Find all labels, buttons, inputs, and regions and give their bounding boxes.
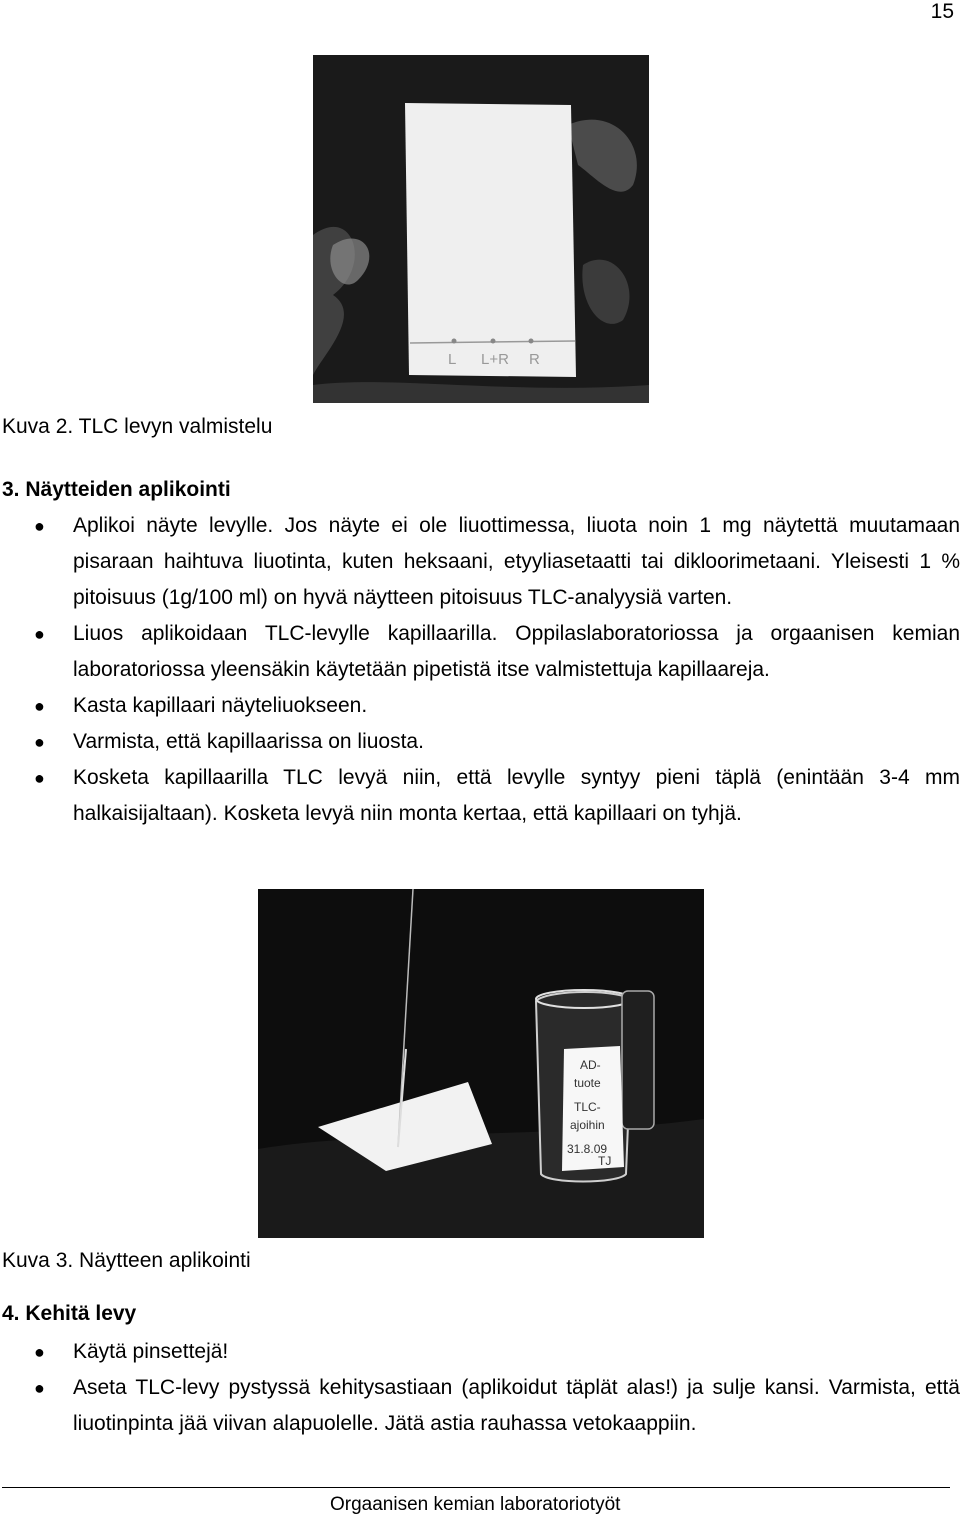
plate-label-lr: L+R: [481, 351, 509, 368]
jar-label-line: tuote: [574, 1076, 601, 1090]
list-item: ● Liuos aplikoidaan TLC-levylle kapillaarilla. Oppilaslaboratoriossa ja orgaanisen kemian laboratoriossa yleensäkin käytetään pipetistä itse valmistettuja kapillaareja.: [0, 616, 960, 688]
list-item: ● Kosketa kapillaarilla TLC levyä niin, että levylle syntyy pieni täplä (enintään 3-4 mm halkaisijaltaan). Kosketa levyä niin monta kertaa, että kapillaari on tyhjä.: [0, 760, 960, 832]
tlc-plate-photo: [313, 55, 649, 403]
bullet-icon: ●: [34, 1378, 45, 1398]
list-item: ● Käytä pinsettejä!: [0, 1334, 960, 1370]
sample-application-photo: [258, 889, 704, 1238]
jar-label-line: TJ: [598, 1154, 612, 1168]
jar-label-line: TLC-: [574, 1100, 601, 1114]
section-heading-3: 3. Näytteiden aplikointi: [2, 478, 231, 501]
bullet-icon: ●: [34, 624, 45, 644]
list-item: ● Aplikoi näyte levylle. Jos näyte ei ole liuottimessa, liuota noin 1 mg näytettä muutamaan pisaraan haihtuva liuotinta, kuten heksaani, etyyliasetaatti tai dikloorimetaani. Yleisesti 1 % pitoisuus (1g/100 ml) on hyvä näytteen pitoisuus TLC-analyysiä varten.: [0, 508, 960, 616]
list-item: ● Aseta TLC-levy pystyssä kehitysastiaan (aplikoidut täplät alas!) ja sulje kansi. Varmista, että liuotinpinta jää viivan alapuolelle. Jätä astia rauhassa vetokaappiin.: [0, 1370, 960, 1442]
footer-divider: [2, 1487, 950, 1488]
footer-text: Orgaanisen kemian laboratoriotyöt: [330, 1494, 621, 1515]
figure-caption-1: Kuva 2. TLC levyn valmistelu: [2, 415, 273, 438]
list-item: ● Varmista, että kapillaarissa on liuosta.: [0, 724, 960, 760]
section4-bullet-list: [0, 1334, 960, 1442]
bullet-icon: ●: [34, 732, 45, 752]
plate-label-l: L: [448, 351, 457, 368]
bullet-icon: ●: [34, 768, 45, 788]
jar-label-line: AD-: [580, 1058, 601, 1072]
bullet-icon: ●: [34, 1342, 45, 1362]
section3-bullet-list: [0, 508, 960, 832]
bullet-icon: ●: [34, 696, 45, 716]
figure-caption-2: Kuva 3. Näytteen aplikointi: [2, 1249, 251, 1272]
bullet-icon: ●: [34, 516, 45, 536]
jar-label-line: ajoihin: [570, 1118, 605, 1132]
jar-label-line: 31.8.09: [567, 1142, 608, 1156]
plate-label-r: R: [529, 351, 540, 368]
section-heading-4: 4. Kehitä levy: [2, 1302, 137, 1325]
page-number: 15: [930, 0, 954, 23]
list-item: ● Kasta kapillaari näyteliuokseen.: [0, 688, 960, 724]
